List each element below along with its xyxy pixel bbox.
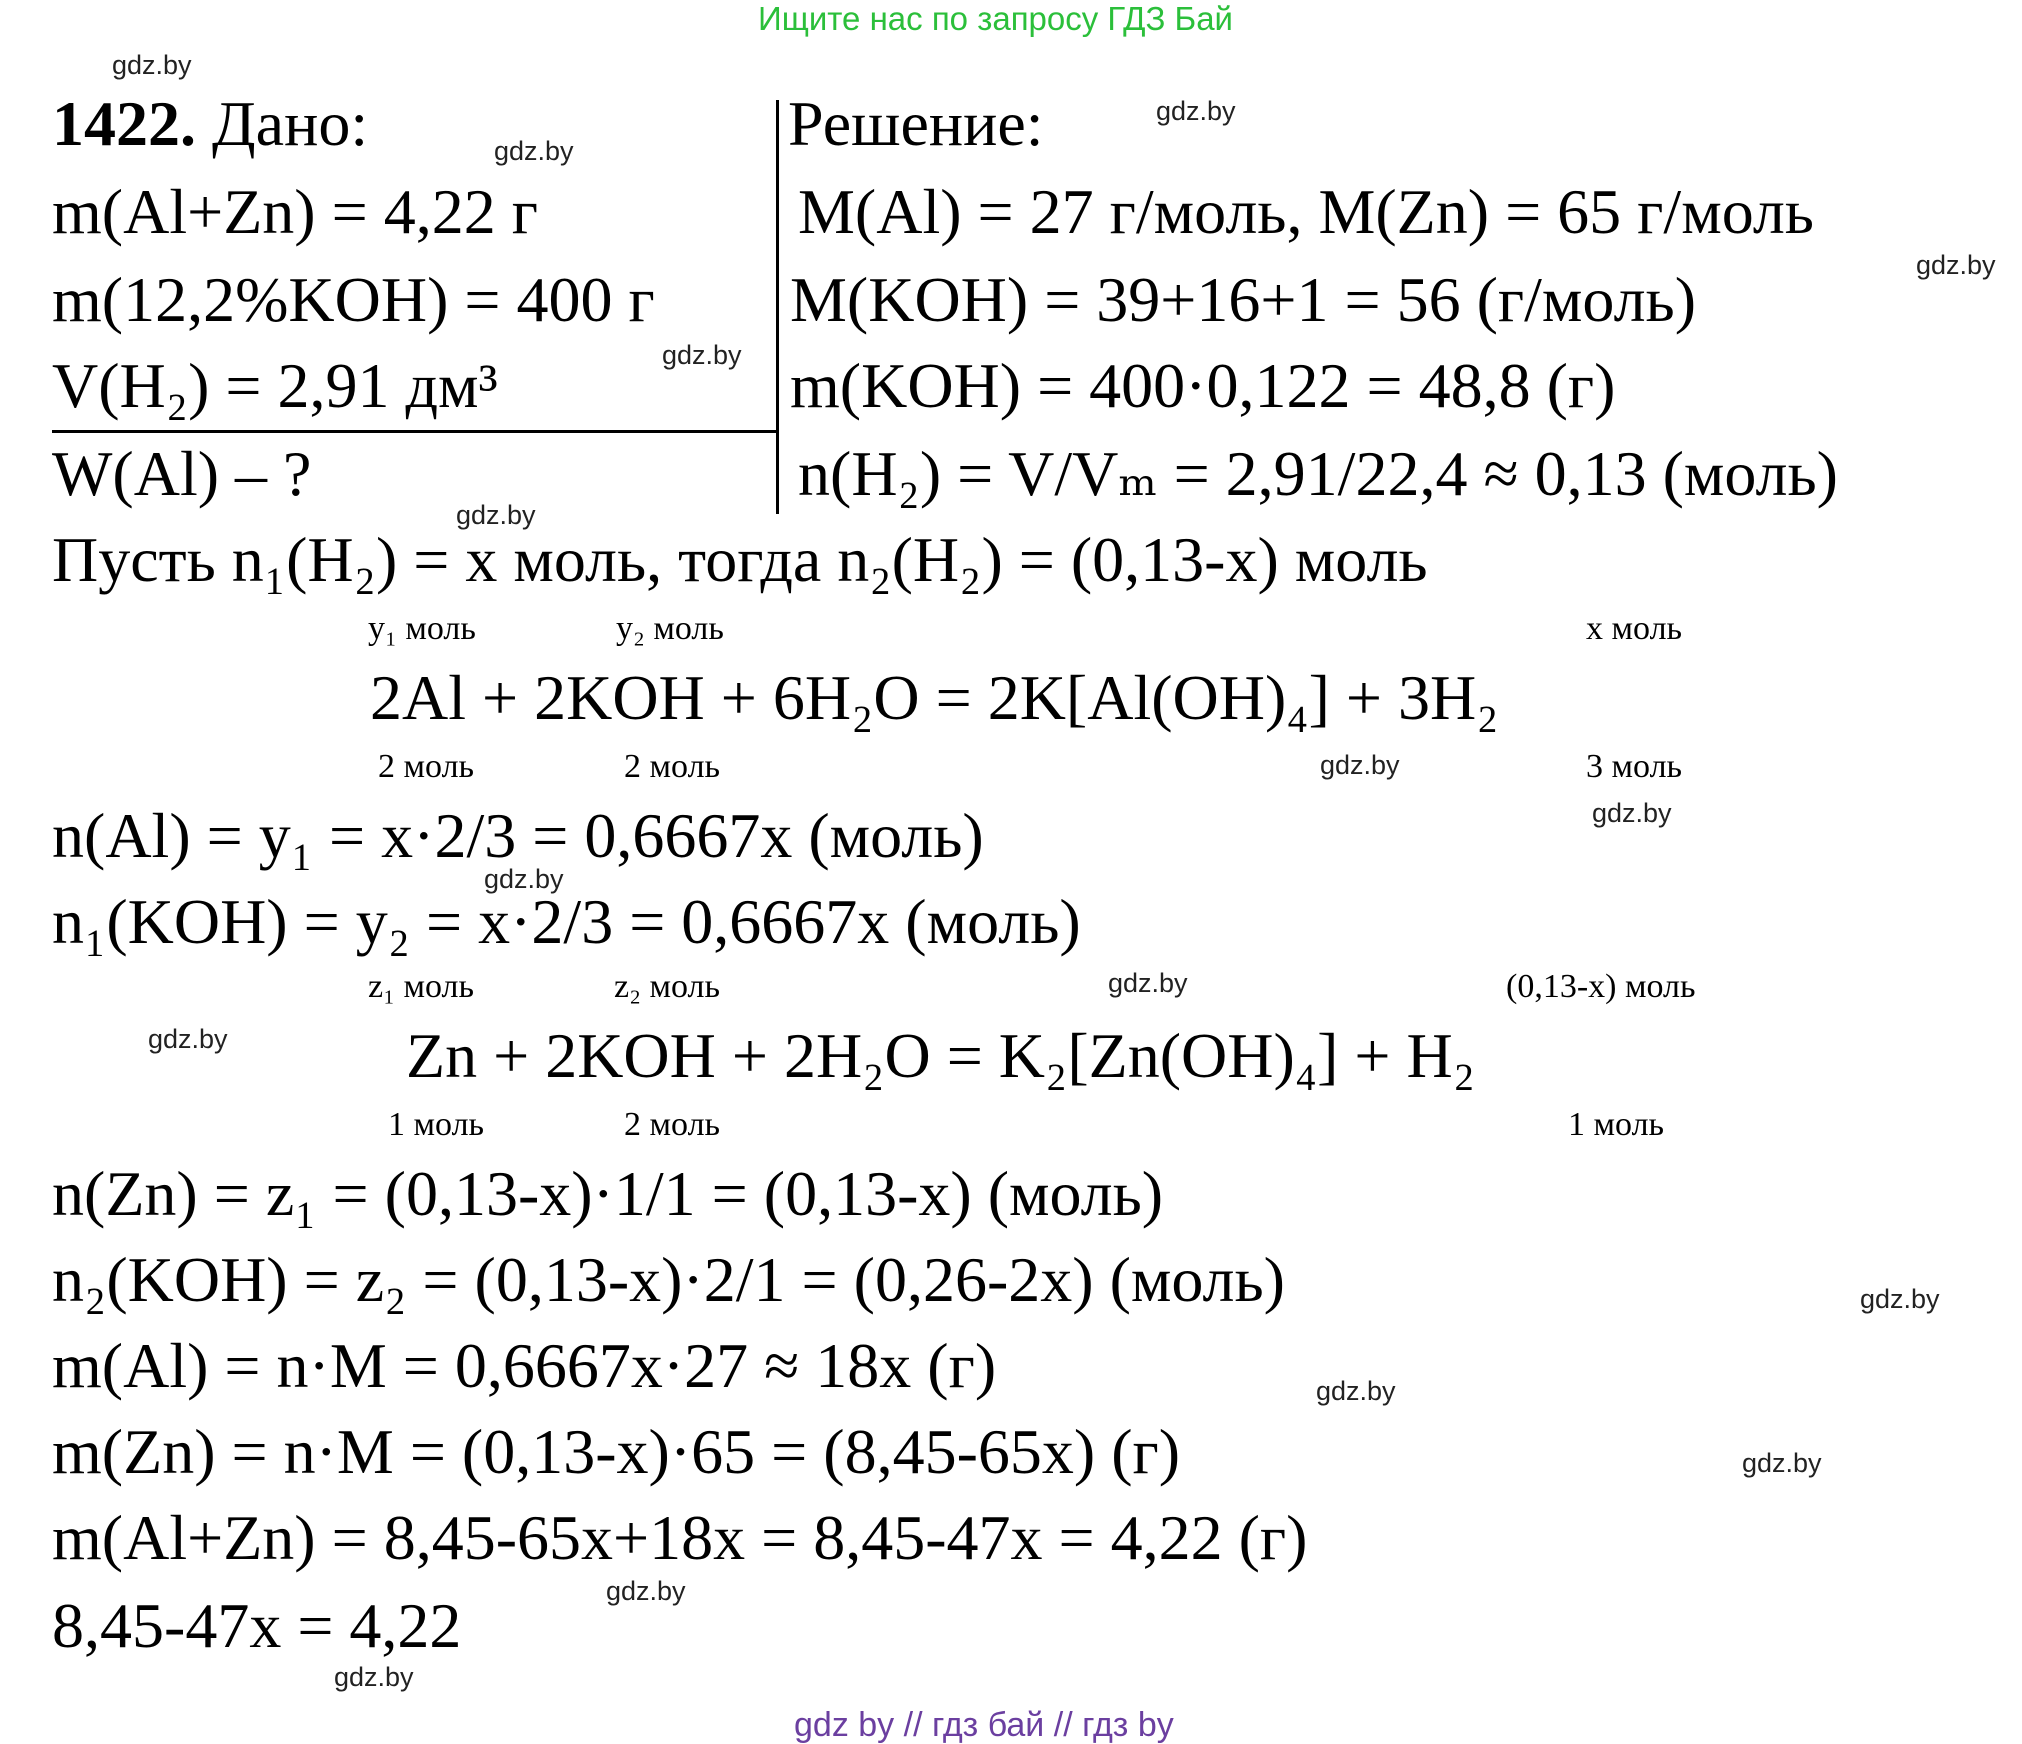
- given-label: Дано:: [212, 88, 369, 159]
- reaction1-above-h2: x моль: [1586, 610, 1683, 647]
- watermark: gdz.by: [1156, 96, 1236, 126]
- watermark: gdz.by: [662, 340, 742, 370]
- calc2-line-6: 8,45-47x = 4,22: [52, 1590, 462, 1661]
- reaction2-above-h2: (0,13-x) моль: [1506, 968, 1696, 1005]
- watermark: gdz.by: [494, 136, 574, 166]
- calc1-line-1: n(Al) = y₁ = x·2/3 = 0,6667x (моль): [52, 800, 984, 871]
- given-divider: [52, 430, 776, 433]
- watermark: gdz.by: [456, 500, 536, 530]
- watermark: gdz.by: [148, 1024, 228, 1054]
- top-banner: Ищите нас по запросу ГДЗ Бай: [758, 0, 1233, 37]
- watermark: gdz.by: [1320, 750, 1400, 780]
- calc1-line-2: n₁(KOH) = y₂ = x·2/3 = 0,6667x (моль): [52, 886, 1081, 957]
- given-line-1: m(Al+Zn) = 4,22 г: [52, 176, 538, 247]
- calc2-line-3: m(Al) = n·M = 0,6667x·27 ≈ 18x (г): [52, 1330, 997, 1401]
- watermark: gdz.by: [112, 50, 192, 80]
- watermark: gdz.by: [1316, 1376, 1396, 1406]
- find-line: W(Al) – ?: [52, 438, 312, 509]
- reaction2-below-koh: 2 моль: [624, 1106, 721, 1143]
- reaction1-below-al: 2 моль: [378, 748, 475, 785]
- reaction1-above-koh: y₂ моль: [616, 610, 724, 647]
- watermark: gdz.by: [1742, 1448, 1822, 1478]
- watermark: gdz.by: [1592, 798, 1672, 828]
- calc2-line-2: n₂(KOH) = z₂ = (0,13-x)·2/1 = (0,26-2x) (моль): [52, 1244, 1285, 1315]
- reaction2-above-zn: z₁ моль: [368, 968, 474, 1005]
- solution-line-2: M(KOH) = 39+16+1 = 56 (г/моль): [790, 264, 1696, 335]
- reaction2-below-h2: 1 моль: [1568, 1106, 1665, 1143]
- solution-label: Решение:: [788, 88, 1044, 159]
- problem-number: 1422.: [52, 88, 196, 159]
- calc2-line-4: m(Zn) = n·M = (0,13-x)·65 = (8,45-65x) (г): [52, 1416, 1181, 1487]
- watermark: gdz.by: [606, 1576, 686, 1606]
- given-line-3: V(H₂) = 2,91 дм³: [52, 350, 498, 421]
- watermark: gdz.by: [1916, 250, 1996, 280]
- watermark: gdz.by: [484, 864, 564, 894]
- calc2-line-5: m(Al+Zn) = 8,45-65x+18x = 8,45-47x = 4,22 (г): [52, 1502, 1308, 1573]
- bottom-banner: gdz by // гдз бай // гдз by: [794, 1706, 1174, 1744]
- problem-header: [52, 88, 369, 159]
- reaction1-equation: 2Al + 2KOH + 6H₂O = 2K[Al(OH)₄] + 3H₂: [370, 662, 1499, 733]
- let-line: Пусть n₁(H₂) = x моль, тогда n₂(H₂) = (0,13-x) моль: [52, 524, 1428, 595]
- reaction1-below-h2: 3 моль: [1586, 748, 1683, 785]
- reaction2-above-koh: z₂ моль: [614, 968, 720, 1005]
- reaction2-below-zn: 1 моль: [388, 1106, 485, 1143]
- solution-line-1: M(Al) = 27 г/моль, M(Zn) = 65 г/моль: [798, 176, 1814, 247]
- reaction2-equation: Zn + 2KOH + 2H₂O = K₂[Zn(OH)₄] + H₂: [406, 1020, 1476, 1091]
- calc2-line-1: n(Zn) = z₁ = (0,13-x)·1/1 = (0,13-x) (моль): [52, 1158, 1164, 1229]
- solution-line-3: m(KOH) = 400·0,122 = 48,8 (г): [790, 350, 1616, 421]
- reaction1-above-al: y₁ моль: [368, 610, 476, 647]
- reaction1-below-koh: 2 моль: [624, 748, 721, 785]
- watermark: gdz.by: [334, 1662, 414, 1692]
- watermark: gdz.by: [1108, 968, 1188, 998]
- given-line-2: m(12,2%KOH) = 400 г: [52, 264, 655, 335]
- watermark: gdz.by: [1860, 1284, 1940, 1314]
- solution-line-4: n(H₂) = V/Vₘ = 2,91/22,4 ≈ 0,13 (моль): [798, 438, 1838, 509]
- given-solution-divider: [776, 100, 779, 514]
